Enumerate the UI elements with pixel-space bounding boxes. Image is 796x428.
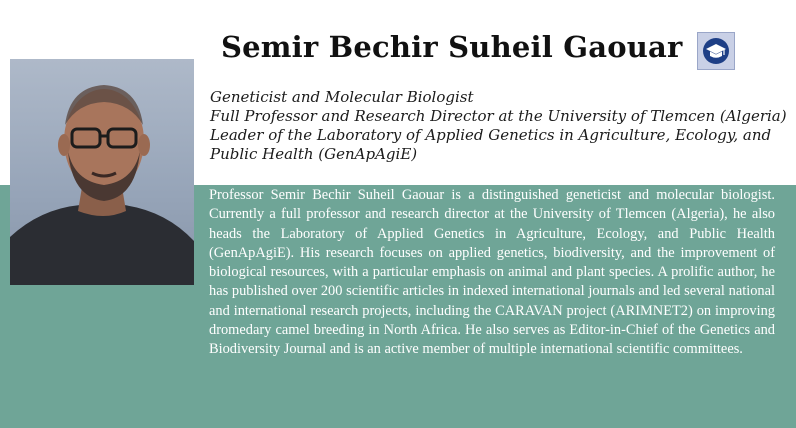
profile-name: Semir Bechir Suheil Gaouar — [221, 30, 683, 64]
portrait-photo — [10, 59, 194, 285]
role-line: Public Health (GenApAgiE) — [210, 145, 418, 163]
profile-roles — [210, 88, 787, 164]
role-line: Full Professor and Research Director at the University of Tlemcen (Algeria) — [210, 107, 787, 125]
profile-photo — [10, 59, 194, 285]
role-line: Leader of the Laboratory of Applied Genetics in Agriculture, Ecology, and — [210, 126, 772, 144]
role-line: Geneticist and Molecular Biologist — [210, 88, 474, 106]
profile-bio: Professor Semir Bechir Suheil Gaouar is a distinguished geneticist and molecular biologist. Currently a full professor and research director at the University of Tlemcen (Algeria), he also heads the Laboratory of Applied Genetics in Agriculture, Ecology, and Public Health (GenApAgiE). His research focuses on applied genetics, biodiversity, and the improvement of biological resources, with a particular emphasis on animal and plant species. A prolific author, he has published over 200 scientific articles in indexed international journals and led several national and international research projects, including the CARAVAN project (ARIMNET2) on improving dromedary camel breeding in North Africa. He also serves as Editor-in-Chief of the Genetics and Biodiversity Journal and is an active member of multiple international scientific committees. — [209, 187, 775, 358]
graduation-cap-icon[interactable] — [697, 32, 735, 70]
